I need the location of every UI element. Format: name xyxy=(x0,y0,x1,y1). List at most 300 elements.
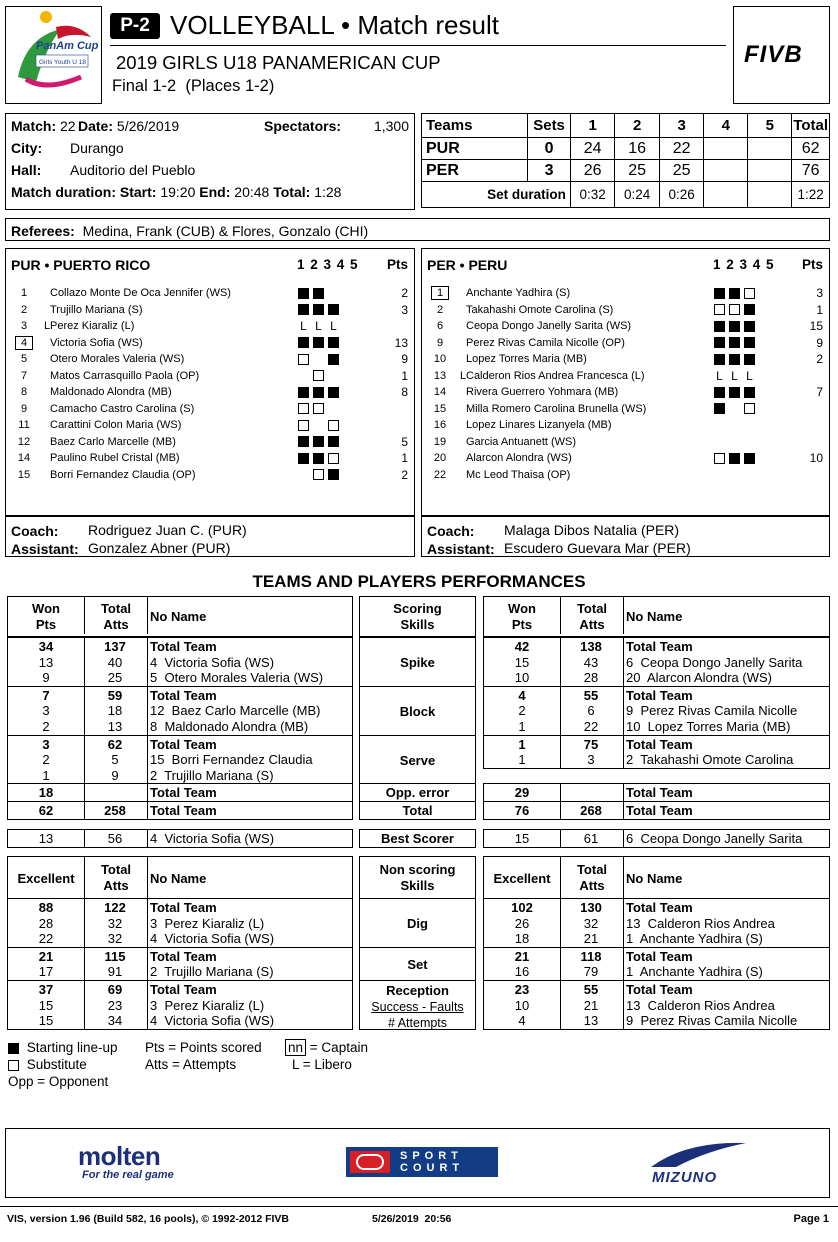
hall-value: Auditorio del Pueblo xyxy=(70,162,196,178)
player-number: 22 xyxy=(433,468,447,481)
player-perf-name: Total Team xyxy=(626,803,693,818)
team-a-set-cols: 1 2 3 4 5 xyxy=(297,257,358,272)
skill-serve: Serve xyxy=(359,735,476,785)
player-points: 1 xyxy=(816,302,823,317)
player-row xyxy=(6,318,414,334)
right-serve-block xyxy=(483,735,830,769)
player-number: 20 xyxy=(433,452,447,464)
player-name: Anchante Yadhira (S) xyxy=(466,287,571,299)
player-row xyxy=(422,368,829,384)
excellent-header: Excellent xyxy=(17,871,75,886)
player-number: 15 xyxy=(17,468,31,481)
footer-version: VIS, version 1.96 (Build 582, 16 pools), © 1992-2012 FIVB xyxy=(7,1213,290,1225)
won-value: 4 xyxy=(518,687,526,703)
start-label: Start: xyxy=(119,184,157,200)
substitute-square-icon xyxy=(714,453,725,464)
fivb-logo-box xyxy=(733,6,830,104)
atts-value: 268 xyxy=(580,803,602,818)
player-set-participation xyxy=(714,368,759,385)
atts-column-divider xyxy=(560,784,624,801)
atts-value: 21 xyxy=(583,931,599,947)
starter-square-icon xyxy=(744,304,755,315)
won-value: 21 xyxy=(514,948,530,964)
player-points: 10 xyxy=(809,451,823,465)
player-row xyxy=(6,384,414,400)
player-name: Milla Romero Carolina Brunella (WS) xyxy=(466,402,647,415)
team-a-coach: Rodriguez Juan C. (PUR) xyxy=(88,522,247,538)
player-set-participation xyxy=(714,335,759,351)
captain-box-icon: nn xyxy=(285,1039,306,1056)
substitute-square-icon xyxy=(313,403,324,414)
starter-square-icon xyxy=(313,436,324,447)
player-points: 2 xyxy=(816,352,823,366)
set-duration xyxy=(704,182,748,208)
substitute-square-icon xyxy=(744,288,755,299)
player-number: 8 xyxy=(20,386,28,398)
legend-substitute: Substitute xyxy=(26,1057,87,1072)
player-perf-name: Total Team xyxy=(626,687,693,703)
player-perf-name: 15 Borri Fernandez Claudia xyxy=(150,752,313,768)
atts-value: 13 xyxy=(107,718,123,734)
player-number: 6 xyxy=(436,320,444,332)
player-points: 2 xyxy=(401,467,408,482)
player-set-participation xyxy=(298,384,343,400)
date-label: Date: xyxy=(78,118,114,134)
starter-square-icon xyxy=(328,354,339,365)
player-set-participation xyxy=(298,434,343,450)
player-perf-name: Total Team xyxy=(150,687,217,703)
player-name: Takahashi Omote Carolina (S) xyxy=(466,303,614,316)
won-value: 15 xyxy=(514,831,530,846)
player-points: 3 xyxy=(816,286,823,300)
atts-value: 258 xyxy=(104,803,126,818)
skill-opp: Opp. error xyxy=(359,783,476,802)
starter-square-icon xyxy=(328,387,339,398)
player-points: 1 xyxy=(401,451,408,465)
set-duration-label: Set duration xyxy=(422,182,571,208)
team-b-coach-box xyxy=(421,516,830,557)
player-number: 14 xyxy=(17,452,31,464)
player-perf-name: 5 Otero Morales Valeria (WS) xyxy=(150,670,324,686)
atts-value: 138 xyxy=(580,639,602,654)
starter-square-icon xyxy=(313,387,324,398)
player-perf-name: 6 Ceopa Dongo Janelly Sarita xyxy=(626,831,803,846)
player-number: 11 xyxy=(18,419,30,431)
team-a-title: PUR • PUERTO RICO xyxy=(11,257,151,273)
score-header-set2: 2 xyxy=(615,114,659,138)
city-value: Durango xyxy=(70,140,124,156)
substitute-square-icon xyxy=(313,469,324,480)
atts-value: 6 xyxy=(587,703,595,719)
player-name: Collazo Monte De Oca Jennifer (WS) xyxy=(50,287,231,299)
atts-value: 32 xyxy=(583,915,599,931)
won-value: 1 xyxy=(518,718,526,734)
starter-square-icon xyxy=(298,453,309,464)
player-row xyxy=(6,351,414,367)
player-number: 9 xyxy=(436,336,444,349)
player-number: 3 xyxy=(20,320,28,332)
legend-starting: Starting line-up xyxy=(26,1040,118,1055)
player-name: Lopez Torres Maria (MB) xyxy=(466,353,587,365)
won-value: 3 xyxy=(42,736,50,752)
player-row xyxy=(6,368,414,384)
player-name: Matos Carrasquillo Paola (OP) xyxy=(50,369,200,382)
libero-marker: L xyxy=(330,319,337,333)
won-value: 3 xyxy=(42,703,50,719)
player-row xyxy=(422,417,829,433)
won-value: 22 xyxy=(38,931,54,947)
starter-square-icon xyxy=(729,321,740,332)
assistant-label: Assistant: xyxy=(427,541,495,557)
player-row xyxy=(422,384,829,400)
player-number: 7 xyxy=(20,369,28,382)
starter-square-icon xyxy=(744,337,755,348)
empty-set-slot xyxy=(298,370,309,381)
player-perf-name: Total Team xyxy=(150,803,217,818)
competition-name: 2019 GIRLS U18 PANAMERICAN CUP xyxy=(116,52,441,73)
set-duration xyxy=(748,182,792,208)
won-value: 15 xyxy=(38,1013,54,1029)
player-set-participation xyxy=(714,318,759,334)
spectators-count: 1,300 xyxy=(373,118,409,134)
atts-value: 137 xyxy=(104,639,126,654)
score-cell: 16 xyxy=(615,138,659,160)
atts-value: 79 xyxy=(583,964,599,980)
player-name: Garcia Antuanett (WS) xyxy=(466,435,577,448)
player-perf-name: 4 Victoria Sofia (WS) xyxy=(150,931,275,947)
player-perf-name: 1 Anchante Yadhira (S) xyxy=(626,931,763,947)
left-serve-block xyxy=(7,735,353,785)
atts-value: 43 xyxy=(583,654,599,670)
starter-square-icon xyxy=(298,387,309,398)
legend-libero: L = Libero xyxy=(292,1057,352,1072)
atts-value: 25 xyxy=(107,670,123,686)
substitute-square-icon xyxy=(328,453,339,464)
substitute-square-icon xyxy=(298,420,309,431)
match-info-box xyxy=(5,113,415,210)
atts-value: 13 xyxy=(583,1013,599,1029)
team-b-box xyxy=(421,248,830,516)
won-value: 1 xyxy=(518,752,526,768)
won-value: 1 xyxy=(42,767,50,783)
libero-marker: L xyxy=(315,319,322,333)
player-set-participation xyxy=(714,401,759,417)
starter-square-icon xyxy=(729,288,740,299)
assistant-label: Assistant: xyxy=(11,541,79,557)
player-number: 9 xyxy=(20,402,28,415)
left-total-block xyxy=(7,801,353,820)
player-points: 9 xyxy=(816,335,823,350)
player-name: Perez Rivas Camila Nicolle (OP) xyxy=(466,336,625,349)
start-time: 19:20 xyxy=(160,184,196,200)
player-number: 10 xyxy=(433,353,447,365)
atts-value: 118 xyxy=(580,948,602,964)
left-nonscoring-header: Excellent Total Atts No Name xyxy=(7,856,353,899)
substitute-square-icon xyxy=(313,370,324,381)
won-value: 7 xyxy=(42,687,50,703)
score-header-set4: 4 xyxy=(704,114,748,138)
performances-title: TEAMS AND PLAYERS PERFORMANCES xyxy=(252,572,586,591)
score-cell xyxy=(748,160,792,182)
player-perf-name: 3 Perez Kiaraliz (L) xyxy=(150,915,265,931)
player-points: 1 xyxy=(401,368,408,383)
match-date: 5/26/2019 xyxy=(116,118,180,134)
atts-value: 75 xyxy=(583,736,599,752)
atts-value: 32 xyxy=(107,915,123,931)
team-b-coach: Malaga Dibos Natalia (PER) xyxy=(504,522,680,538)
won-value: 18 xyxy=(514,931,530,947)
player-name: Calderon Rios Andrea Francesca (L) xyxy=(466,369,645,382)
player-set-participation xyxy=(714,302,759,318)
substitute-square-icon xyxy=(714,304,725,315)
player-points: 2 xyxy=(401,286,408,300)
legend-captain: = Captain xyxy=(309,1040,368,1055)
starter-square-icon xyxy=(729,453,740,464)
starter-square-icon xyxy=(313,288,324,299)
left-spike-block xyxy=(7,637,353,687)
player-set-participation xyxy=(714,384,759,400)
title-rule xyxy=(110,45,726,46)
player-perf-name: 2 Trujillo Mariana (S) xyxy=(150,964,274,980)
player-row xyxy=(6,467,414,483)
legend-pts: Pts = Points scored xyxy=(145,1040,262,1055)
noname-header: No Name xyxy=(150,609,207,624)
player-row xyxy=(422,318,829,334)
player-set-participation xyxy=(714,351,759,367)
player-perf-name: Total Team xyxy=(626,900,693,915)
won-value: 102 xyxy=(511,900,533,915)
team-a-box xyxy=(5,248,415,516)
player-number: 1 xyxy=(431,286,449,300)
player-name: Trujillo Mariana (S) xyxy=(50,303,143,316)
sport-court-logo: SPORT COURT xyxy=(346,1147,498,1177)
team-b-set-cols: 1 2 3 4 5 xyxy=(713,257,774,272)
right-dig-block xyxy=(483,898,830,948)
player-set-participation xyxy=(298,417,343,433)
starter-square-icon xyxy=(744,354,755,365)
won-value: 26 xyxy=(514,915,530,931)
atts-value: 130 xyxy=(580,900,602,915)
atts-value: 69 xyxy=(107,982,123,997)
substitute-square-icon xyxy=(8,1060,19,1071)
referees-box xyxy=(5,218,830,241)
end-label: End: xyxy=(199,184,231,200)
player-row xyxy=(6,417,414,433)
atts-value: 122 xyxy=(104,900,126,915)
player-row xyxy=(6,401,414,417)
skill-block: Block xyxy=(359,686,476,736)
player-number: 2 xyxy=(436,303,444,316)
atts-value: 18 xyxy=(107,703,123,719)
right-scoring-header: Won Pts Total Atts No Name xyxy=(483,596,830,637)
mizuno-logo: MIZUNO xyxy=(646,1139,756,1189)
duration-label: Match duration: xyxy=(11,184,116,200)
score-team-pur: PUR xyxy=(422,138,528,160)
player-points: 15 xyxy=(809,319,823,333)
player-name: Maldonado Alondra (MB) xyxy=(50,386,172,398)
player-points: 13 xyxy=(394,335,408,350)
won-value: 17 xyxy=(38,964,54,980)
page-code-badge: P-2 xyxy=(110,13,160,39)
player-points: 8 xyxy=(401,385,408,399)
spectators-label: Spectators: xyxy=(264,118,342,134)
score-cell: 24 xyxy=(570,138,614,160)
right-opp-block xyxy=(483,783,830,802)
won-value: 13 xyxy=(38,831,54,846)
won-value: 28 xyxy=(38,915,54,931)
score-header-set3: 3 xyxy=(659,114,703,138)
starter-square-icon xyxy=(714,321,725,332)
score-header-set5: 5 xyxy=(748,114,792,138)
team-b-assistant: Escudero Guevara Mar (PER) xyxy=(504,540,691,556)
empty-set-slot xyxy=(313,354,324,365)
match-number: 22 xyxy=(60,118,76,134)
won-value: 15 xyxy=(38,997,54,1013)
left-scoring-header xyxy=(7,596,353,637)
starter-square-icon xyxy=(714,387,725,398)
pts-header: Pts xyxy=(35,617,57,632)
starter-square-icon xyxy=(729,337,740,348)
atts-value: 40 xyxy=(107,654,123,670)
reception-attempts: # Attempts xyxy=(387,1016,448,1030)
player-perf-name: 2 Takahashi Omote Carolina xyxy=(626,752,794,768)
won-value: 2 xyxy=(42,752,50,768)
atts-value: 5 xyxy=(111,752,119,768)
player-perf-name: 13 Calderon Rios Andrea xyxy=(626,997,775,1013)
score-total-per: 76 xyxy=(792,160,830,182)
atts-value: 56 xyxy=(107,831,123,846)
total-duration: 1:28 xyxy=(314,184,342,200)
won-value: 21 xyxy=(38,948,54,964)
right-best-block xyxy=(483,829,830,848)
player-number: 5 xyxy=(20,353,28,365)
player-points: 5 xyxy=(401,434,408,449)
starter-square-icon xyxy=(298,304,309,315)
player-name: Ceopa Dongo Janelly Sarita (WS) xyxy=(466,320,632,332)
atts-value: 3 xyxy=(587,752,595,768)
starter-square-icon xyxy=(328,469,339,480)
player-perf-name: 4 Victoria Sofia (WS) xyxy=(150,1013,275,1029)
end-time: 20:48 xyxy=(234,184,270,200)
legend-opp: Opp = Opponent xyxy=(8,1074,109,1089)
player-name: Lopez Linares Lizanyela (MB) xyxy=(466,419,612,431)
atts-value: 59 xyxy=(107,687,123,703)
right-nonscoring-header: Excellent Total Atts No Name xyxy=(483,856,830,899)
player-number: 15 xyxy=(433,402,447,415)
player-name: Carattini Colon Maria (WS) xyxy=(50,419,182,431)
player-points: 3 xyxy=(401,302,408,317)
player-name: Perez Kiaraliz (L) xyxy=(50,320,135,332)
atts-value: 34 xyxy=(107,1013,123,1029)
player-number: 19 xyxy=(433,435,447,448)
won-value: 88 xyxy=(38,900,54,915)
match-phase: Final 1-2 (Places 1-2) xyxy=(112,77,275,95)
atts-value: 22 xyxy=(583,718,599,734)
player-name: Alarcon Alondra (WS) xyxy=(466,452,572,464)
svg-text:PanAm Cup: PanAm Cup xyxy=(36,40,99,52)
player-perf-name: 12 Baez Carlo Marcelle (MB) xyxy=(150,703,321,719)
atts-value: 115 xyxy=(104,948,126,964)
won-value: 4 xyxy=(518,1013,526,1029)
footer-rule xyxy=(0,1206,838,1207)
team-b-pts-label: Pts xyxy=(801,257,823,272)
match-label: Match: xyxy=(11,118,57,134)
libero-flag: L xyxy=(460,369,467,382)
substitute-square-icon xyxy=(298,403,309,414)
player-set-participation xyxy=(714,285,759,301)
starter-square-icon xyxy=(313,304,324,315)
score-cell: 26 xyxy=(570,160,614,182)
logo-box xyxy=(5,6,102,104)
skill-total: Total xyxy=(359,801,476,820)
libero-marker: L xyxy=(731,368,738,383)
sponsors-box xyxy=(5,1128,830,1198)
libero-marker: L xyxy=(300,319,307,333)
player-perf-name: 20 Alarcon Alondra (WS) xyxy=(626,670,772,686)
score-cell: 25 xyxy=(659,160,703,182)
hall-label: Hall: xyxy=(11,162,42,178)
starter-square-icon xyxy=(714,403,725,414)
right-set-block xyxy=(483,947,830,981)
player-perf-name: 1 Anchante Yadhira (S) xyxy=(626,964,763,980)
player-perf-name: 6 Ceopa Dongo Janelly Sarita xyxy=(626,654,803,670)
starter-square-icon xyxy=(714,354,725,365)
right-block-block xyxy=(483,686,830,736)
player-row xyxy=(422,467,829,483)
starter-square-icon xyxy=(328,337,339,348)
coach-label: Coach: xyxy=(11,523,59,539)
atts-value: 91 xyxy=(107,964,123,980)
player-row xyxy=(6,335,414,351)
player-set-participation xyxy=(298,368,328,384)
empty-set-slot xyxy=(298,469,309,480)
won-value: 13 xyxy=(38,654,54,670)
atts-value: 9 xyxy=(111,767,119,783)
set-duration: 0:32 xyxy=(570,182,614,208)
player-row xyxy=(422,335,829,351)
left-rec-block xyxy=(7,980,353,1030)
starter-square-icon xyxy=(328,304,339,315)
player-set-participation xyxy=(298,450,343,466)
score-header-set1: 1 xyxy=(570,114,614,138)
score-sets-pur: 0 xyxy=(528,138,571,160)
skill-set: Set xyxy=(359,947,476,981)
left-set-block xyxy=(7,947,353,981)
player-perf-name: Total Team xyxy=(150,948,217,964)
team-a-pts-label: Pts xyxy=(386,257,408,272)
left-opp-block xyxy=(7,783,353,802)
player-set-participation xyxy=(298,318,343,335)
total-header: Total xyxy=(100,601,132,616)
atts-value: 32 xyxy=(107,931,123,947)
score-cell xyxy=(748,138,792,160)
player-name: Rivera Guerrero Yohmara (MB) xyxy=(466,386,619,398)
score-header-total: Total xyxy=(792,114,830,138)
player-set-participation xyxy=(298,302,343,318)
score-total-pur: 62 xyxy=(792,138,830,160)
player-number: 14 xyxy=(433,386,447,398)
atts-value: 62 xyxy=(107,736,123,752)
score-cell xyxy=(704,138,748,160)
reception-success-faults: Success - Faults xyxy=(371,1000,464,1014)
atts-value: 55 xyxy=(583,687,599,703)
player-set-participation xyxy=(298,285,328,301)
starter-square-icon xyxy=(328,436,339,447)
left-dig-block xyxy=(7,898,353,948)
won-value: 10 xyxy=(514,997,530,1013)
fivb-logo: FIVB xyxy=(744,41,803,68)
total-set-duration: 1:22 xyxy=(792,182,830,208)
